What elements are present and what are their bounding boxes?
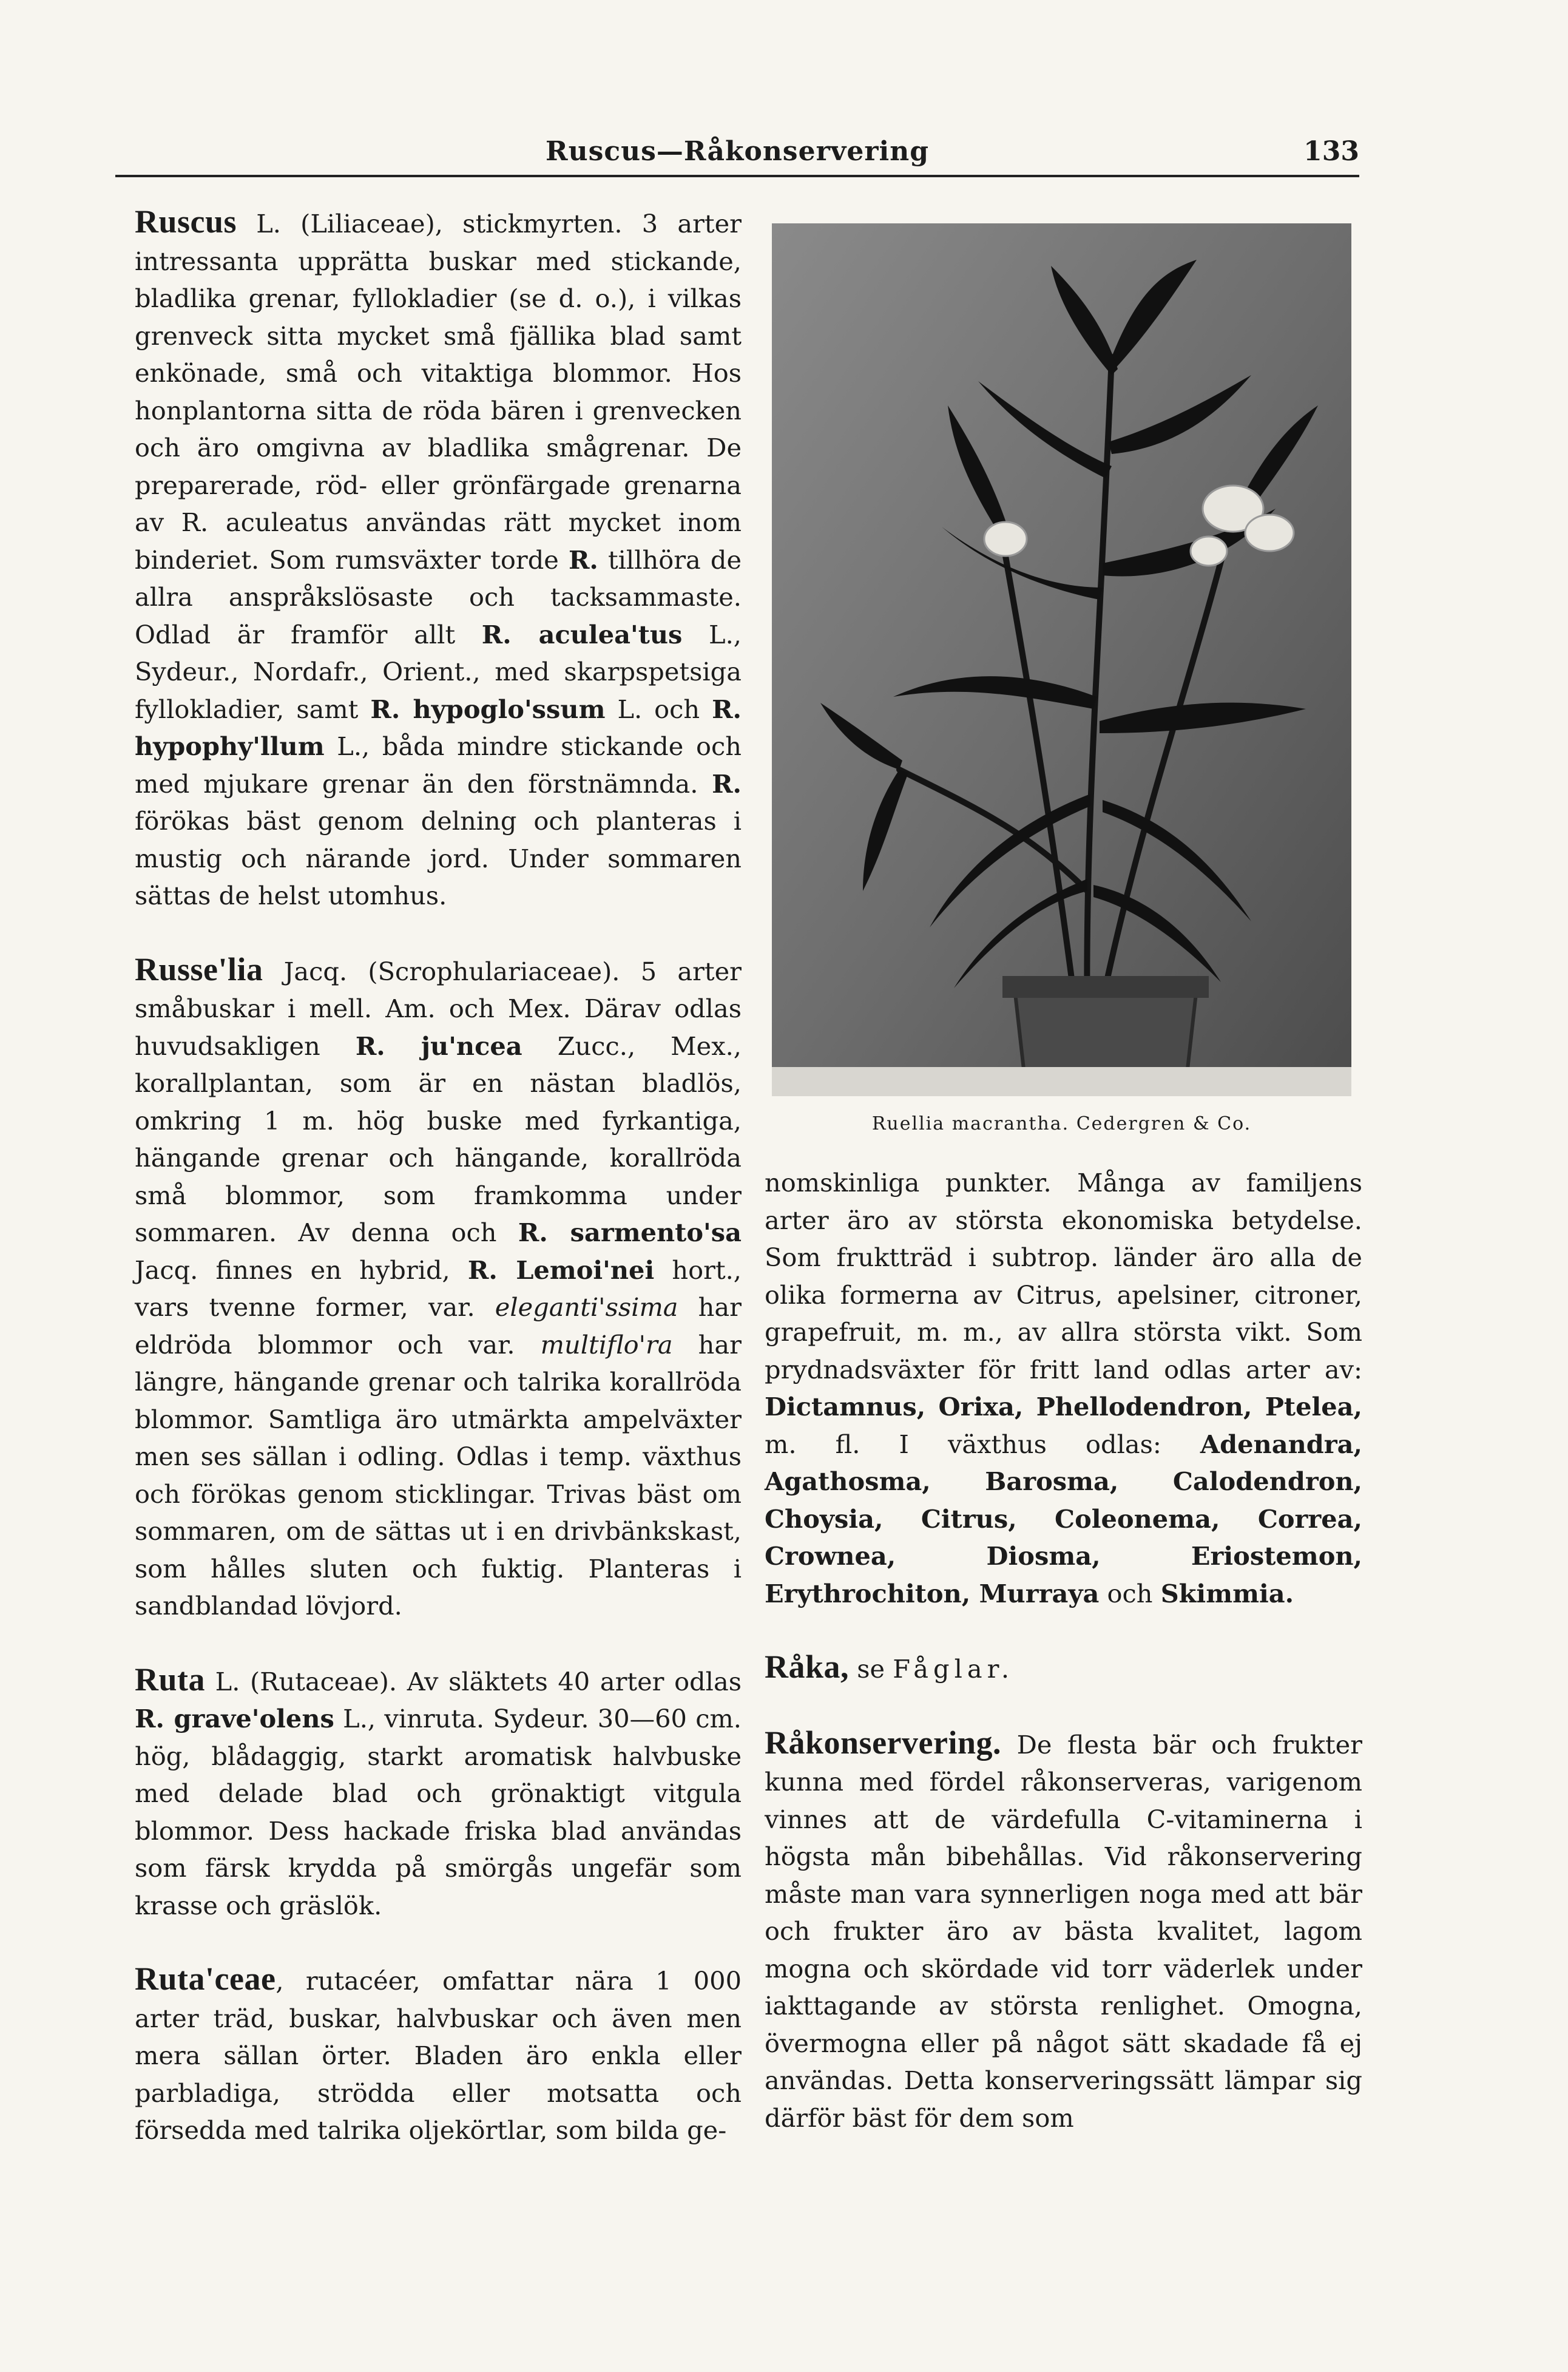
species-name-aculeatus: R. aculea'tus xyxy=(481,619,683,649)
variety-name-elegantissima: eleganti'ssima xyxy=(495,1292,678,1322)
species-name-hypophyllum: R. hypophy'llum xyxy=(135,694,742,761)
entry-text: hort., vars tvenne former, var. xyxy=(135,1255,742,1322)
entry-text: har eldröda blommor och var. xyxy=(135,1292,742,1360)
left-column xyxy=(135,203,742,2186)
entry-rutaceae xyxy=(135,1960,742,2149)
plant-photo-illustration xyxy=(772,223,1351,1096)
page-number: 133 xyxy=(1303,136,1359,167)
genus-skimmia: Skimmia. xyxy=(1160,1578,1294,1608)
entry-text: L. (Rutaceae). Av släktets 40 arter odlas xyxy=(205,1666,742,1696)
entry-text: L. och xyxy=(605,694,712,724)
entry-text: se xyxy=(849,1654,893,1684)
entry-rakonservering xyxy=(765,1724,1362,2137)
entry-text: tillhöra de allra anspråkslösaste och tacksammaste. Odlad är framför allt xyxy=(135,544,742,649)
figure-caption: Ruellia macrantha. Cedergren & Co. xyxy=(871,1113,1252,1134)
headword-raka: Råka, xyxy=(765,1649,850,1685)
species-name-juncea: R. ju'ncea xyxy=(355,1031,522,1061)
entry-russelia xyxy=(135,951,742,1625)
cross-reference: Fåglar. xyxy=(893,1654,1015,1684)
entry-raka xyxy=(765,1649,1362,1688)
running-title: Ruscus—Råkonservering xyxy=(546,136,929,167)
entry-text: förökas bäst genom delning och planteras i mustig och närande jord. Under sommaren sättas de helst utomhus. xyxy=(135,806,742,910)
entry-rutaceae-continued xyxy=(765,1164,1362,1612)
entry-text: Jacq. (Scrophulariaceae). 5 arter småbuskar i mell. Am. och Mex. Därav odlas huvudsakligen xyxy=(135,956,742,1061)
headword-rutaceae: Ruta'ceae xyxy=(135,1960,276,1997)
headword-rakonservering: Råkonservering. xyxy=(765,1724,1001,1761)
entry-text: De flesta bär och frukter kunna med fördel råkonserveras, varigenom vinnes att de värdefulla C-vitaminerna i högsta mån bibehållas. Vid råkonservering måste man vara synnerligen noga med att bär och frukter äro av bästa kvalitet, lagom mogna och skördade vid torr väderlek under iakttagande av största renlighet. Omogna, övermogna eller på något sätt skadade få ej användas. Detta konserveringssätt lämpar sig därför bäst för dem som xyxy=(765,1729,1362,2133)
entry-text: L., båda mindre stickande och med mjukare grenar än den förstnämnda. xyxy=(135,731,742,799)
headword-russelia: Russe'lia xyxy=(135,950,263,988)
entry-text: , rutacéer, omfattar nära 1 000 arter träd, buskar, halvbuskar och även men mera sällan örter. Bladen äro enkla eller parbladiga, strödda eller motsatta och försedda med talrika oljekörtlar, som bilda ge- xyxy=(135,1966,742,2145)
right-column xyxy=(765,1164,1362,2173)
entry-ruta xyxy=(135,1661,742,1925)
species-name-sarmentosa: R. sarmento'sa xyxy=(518,1218,742,1247)
species-name-hypoglossum: R. hypoglo'ssum xyxy=(370,694,606,724)
genus-list-outdoor: Dictamnus, Orixa, Phellodendron, Ptelea, xyxy=(765,1392,1362,1422)
entry-text: och xyxy=(1099,1578,1161,1608)
entry-ruscus xyxy=(135,203,742,915)
species-abbrev: R. xyxy=(712,768,742,799)
entry-text: Zucc., Mex., korallplantan, som är en nästan bladlös, omkring 1 m. hög buske med fyrkantiga, hängande grenar och hängande, korallröda små blommor, som framkomma under sommaren. Av denna och xyxy=(135,1031,742,1247)
entry-text: m. fl. I växthus odlas: xyxy=(765,1429,1200,1459)
variety-name-multiflora: multiflo'ra xyxy=(540,1329,673,1360)
species-abbrev: R. xyxy=(568,544,598,575)
genus-list-greenhouse: Adenandra, Agathosma, Barosma, Calodendron, Choysia, Citrus, Coleonema, Correa, Crownea, Diosma, Eriostemon, Erythrochiton, Murraya xyxy=(765,1429,1362,1608)
page-header xyxy=(115,132,1359,177)
entry-text: L., Sydeur., Nordafr., Orient., med skarpspetsiga fyllokladier, samt xyxy=(135,619,742,724)
headword-ruta: Ruta xyxy=(135,1661,206,1698)
species-name-graveolens: R. grave'olens xyxy=(135,1704,334,1733)
entry-text: nomskinliga punkter. Många av familjens arter äro av största ekonomiska betydelse. Som fruktträd i subtrop. länder äro alla de olika formerna av Citrus, apelsiner, citroner, grapefruit, m. m., av allra största vikt. Som prydnadsväxter för fritt land odlas arter av: xyxy=(765,1168,1362,1384)
entry-text: L. (Liliaceae), stickmyrten. 3 arter intressanta upprätta buskar med stickande, bladlika grenar, fyllokladier (se d. o.), i vilkas grenveck sitta mycket små fjällika blad samt enkönade, små och vitaktiga blommor. Hos honplantorna sitta de röda bären i grenvecken och äro omgivna av bladlika smågrenar. De preparerade, röd- eller grönfärgade grenarna av R. aculeatus användas rätt mycket inom binderiet. Som rumsväxter torde xyxy=(135,209,742,575)
headword-ruscus: Ruscus xyxy=(135,203,237,240)
entry-text: har längre, hängande grenar och talrika korallröda blommor. Samtliga äro utmärkta ampelväxter men ses sällan i odling. Odlas i temp. växthus och förökas genom sticklingar. Trivas bäst om sommaren, om de sättas ut i en drivbänkskast, som hålles sluten och fuktig. Planteras i sandblandad lövjord. xyxy=(135,1329,742,1621)
entry-text: Jacq. finnes en hybrid, xyxy=(135,1255,468,1285)
plant-photograph xyxy=(772,223,1351,1096)
species-name-lemoinei: R. Lemoi'nei xyxy=(467,1255,655,1285)
entry-text: L., vinruta. Sydeur. 30—60 cm. hög, blådaggig, starkt aromatisk halvbuske med delade blad och grönaktigt vitgula blommor. Dess hackade friska blad användas som färsk krydda på smörgås ungefär som krasse och gräslök. xyxy=(135,1704,742,1920)
